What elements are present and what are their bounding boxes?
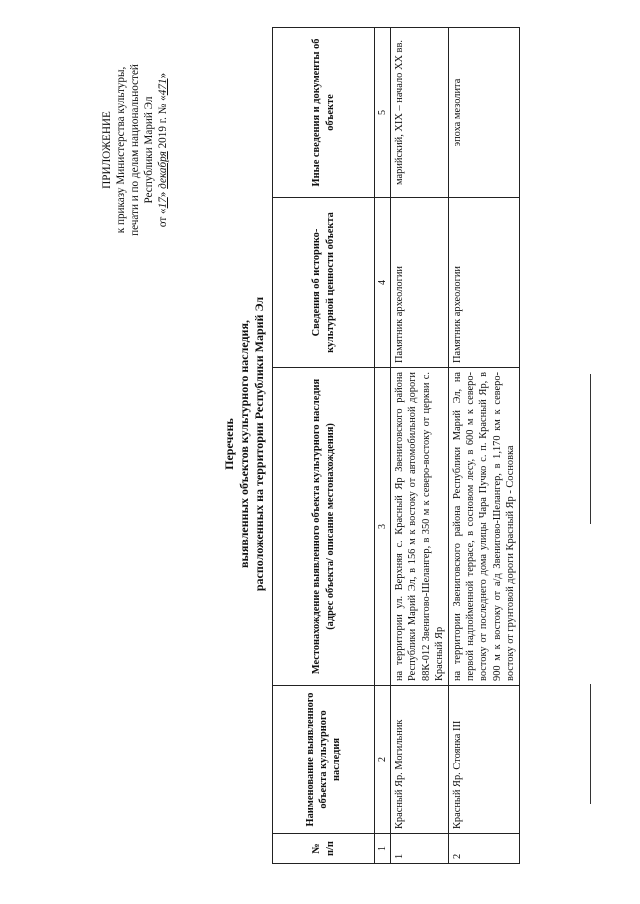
header-number: № п/п xyxy=(273,834,375,864)
header-location: Местонахождение выявленного объекта культурного наследия (адрес объекта/ описание местонахождения) xyxy=(273,368,375,686)
table-row xyxy=(449,28,520,864)
header-name: Наименование выявленного объекта культурного наследия xyxy=(273,686,375,834)
object-name: Красный Яр. Стоянка III xyxy=(449,686,520,834)
object-other: эпоха мезолита xyxy=(449,28,520,198)
handwritten-month: декабря xyxy=(157,151,169,189)
row-number: 2 xyxy=(449,834,520,864)
column-number: 3 xyxy=(375,368,391,686)
appendix-date: от «17» декабря 2019 г. № «471» xyxy=(157,72,169,228)
appendix-line: Республики Марий Эл xyxy=(143,96,155,204)
appendix-block xyxy=(100,30,170,270)
appendix-heading: ПРИЛОЖЕНИЕ xyxy=(101,111,113,189)
handwritten-day: 17 xyxy=(157,197,169,209)
title-line: расположенных на территории Республики Марий Эл xyxy=(252,296,266,592)
header-value: Сведения об историко-культурной ценности объекта xyxy=(273,198,375,368)
appendix-line: печати и по делам национальностей xyxy=(129,64,141,236)
column-number: 5 xyxy=(375,28,391,198)
column-number: 4 xyxy=(375,198,391,368)
column-number-row xyxy=(375,28,391,864)
object-value: Памятник археологии xyxy=(449,198,520,368)
appendix-line: к приказу Министерства культуры, xyxy=(115,66,127,234)
object-address: на территории ул. Верхняя с. Красный Яр Звениговского района Республики Марий Эл, в 156 м к востоку от автомобильной дороги 88К-012 Звенигово-Шелангер, в 350 м к северо-востоку от церкви с. Красный Яр xyxy=(391,368,449,686)
object-value: Памятник археологии xyxy=(391,198,449,368)
row-number: 1 xyxy=(391,834,449,864)
divider-line xyxy=(590,684,591,804)
title-line: выявленных объектов культурного наследия, xyxy=(237,320,251,568)
handwritten-number: 471 xyxy=(157,78,169,96)
table-row xyxy=(391,28,449,864)
column-number: 2 xyxy=(375,686,391,834)
document-title xyxy=(222,154,267,734)
object-other: марийский, XIX – начало XX вв. xyxy=(391,28,449,198)
heritage-table xyxy=(272,27,520,864)
column-number: 1 xyxy=(375,834,391,864)
object-name: Красный Яр. Могильник xyxy=(391,686,449,834)
object-address: на территории Звениговского района Республики Марий Эл, на первой надпойменной террасе, в сосновом лесу, в 600 м к северо-востоку от последнего дома улицы Чара Пучко с. п. Красный Яр, в 900 м к востоку от а/д Звенигово-Шелангер, в 1,170 км к северо-востоку от грунтовой дороги Красный Яр - Сосновка xyxy=(449,368,520,686)
header-other: Иные сведения и документы об объекте xyxy=(273,28,375,198)
divider-line xyxy=(590,374,591,524)
title-line: Перечень xyxy=(222,418,236,470)
